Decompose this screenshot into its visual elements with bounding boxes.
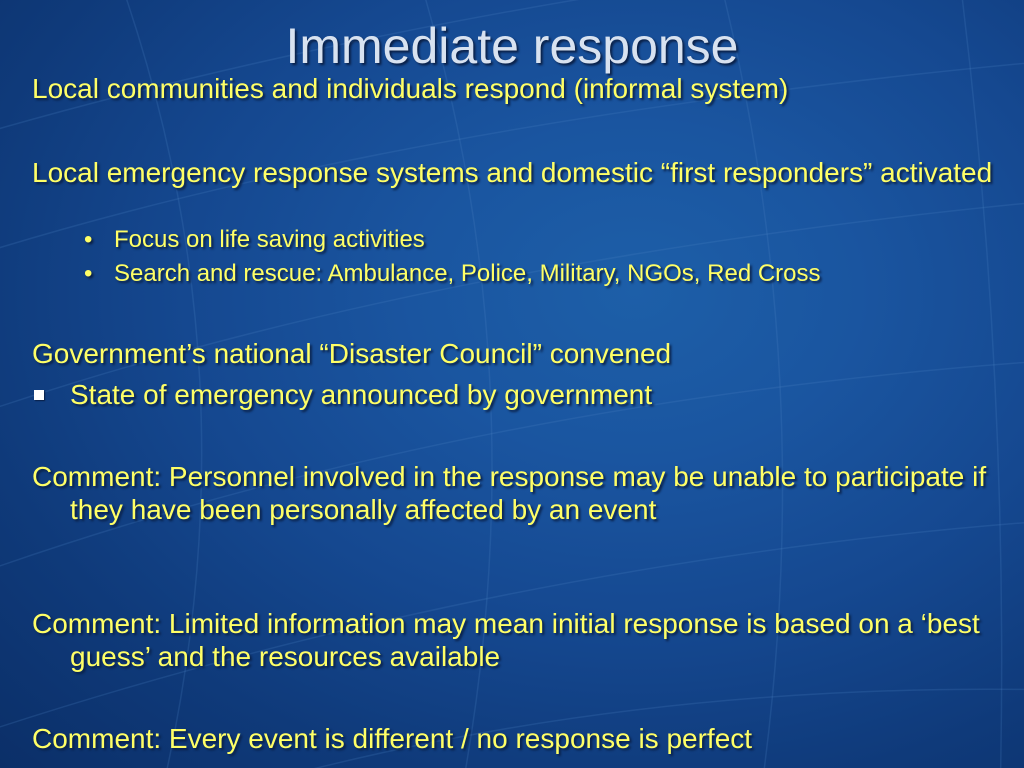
bullet-label: State of emergency announced by government xyxy=(70,379,653,410)
square-bullet-icon xyxy=(34,390,44,400)
dot-bullet-icon: • xyxy=(84,226,93,253)
slide-title: Immediate response xyxy=(285,18,739,74)
comment-every-event: Comment: Every event is different / no response is perfect xyxy=(32,723,753,754)
comment-personnel: Comment: Personnel involved in the response may be unable to participate if they have been personally affected by an event xyxy=(32,461,987,525)
bullet-local-communities: Local communities and individuals respond (informal system) xyxy=(32,73,789,104)
bullet-disaster-council: Government’s national “Disaster Council” convened xyxy=(32,338,672,369)
comment-limited-information: Comment: Limited information may mean initial response is based on a ‘best guess’ and the resources available xyxy=(32,608,980,672)
dot-bullet-icon: • xyxy=(84,260,93,287)
bullet-first-responders: Local emergency response systems and domestic “first responders” activated xyxy=(32,157,993,188)
sub-bullet-label: Focus on life saving activities xyxy=(114,226,425,253)
sub-bullet-label: Search and rescue: Ambulance, Police, Military, NGOs, Red Cross xyxy=(114,260,821,287)
